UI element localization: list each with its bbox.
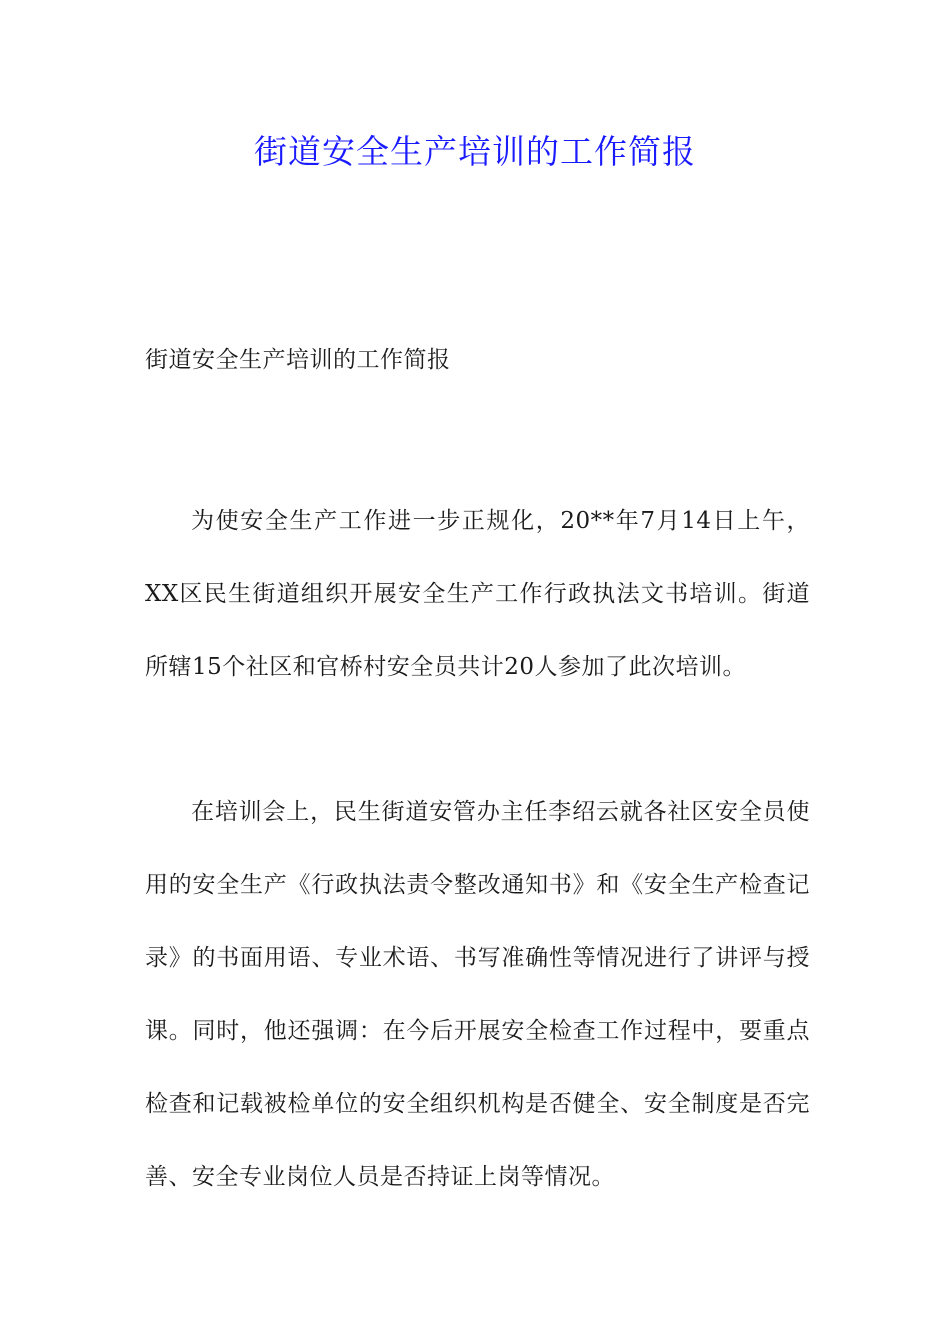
document-subtitle: 街道安全生产培训的工作简报 [145, 347, 451, 373]
body-paragraph-2: 在培训会上，民生街道安管办主任李绍云就各社区安全员使用的安全生产《行政执法责令整改通知书》和《安全生产检查记录》的书面用语、专业术语、书写准确性等情况进行了讲评与授课。同时，他还强调：在今后开展安全检查工作过程中，要重点检查和记载被检单位的安全组织机构是否健全、安全制度是否完善、安全专业岗位人员是否持证上岗等情况。 [145, 799, 810, 1190]
document-body [145, 338, 810, 1214]
document-title: 街道安全生产培训的工作简报 [254, 132, 696, 171]
body-paragraph-1: 为使安全生产工作进一步正规化，20**年7月14日上午，XX区民生街道组织开展安全生产工作行政执法文书培训。街道所辖15个社区和官桥村安全员共计20人参加了此次培训。 [145, 508, 810, 680]
